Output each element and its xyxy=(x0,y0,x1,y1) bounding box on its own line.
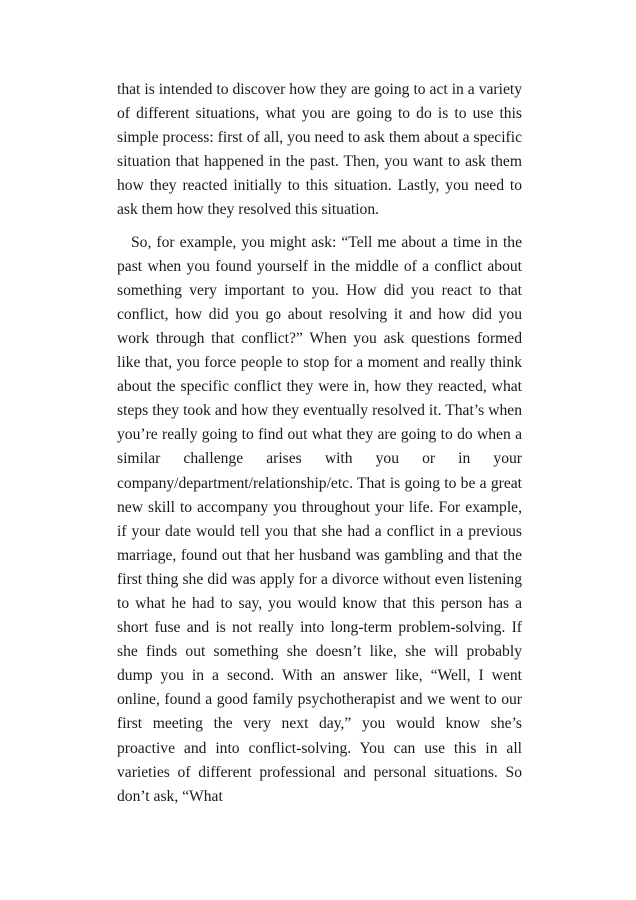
paragraph-1: that is intended to discover how they are going to act in a variety of different situations, what you are going to do is to use this simple process: first of all, you need to ask them about a specific situation that happened in the past. Then, you want to ask them how they reacted initially to this situation. Lastly, you need to ask them how they resolved this situation. xyxy=(117,81,522,219)
body-text xyxy=(117,78,522,809)
paragraph-2: So, for example, you might ask: “Tell me about a time in the past when you found yourself in the middle of a conflict about something very important to you. How did you react to that conflict, how did you go about resolving it and how did you work through that conflict?” When you ask questions formed like that, you force people to stop for a moment and really think about the specific conflict they were in, how they reacted, what steps they took and how they eventually resolved it. That’s when you’re really going to find out what they are going to do when a similar challenge arises with you or in your company/department/relationship/etc. That is going to be a great new skill to accompany you throughout your life. For example, if your date would tell you that she had a conflict in a previous marriage, found out that her husband was gambling and that the first thing she did was apply for a divorce without even listening to what he had to say, you would know that this person has a short fuse and is not really into long-term problem-solving. If she finds out something she doesn’t like, she will probably dump you in a second. With an answer like, “Well, I went online, found a good family psychotherapist and we went to our first meeting the very next day,” you would know she’s proactive and into conflict-solving. You can use this in all varieties of different professional and personal situations. So don’t ask, “What xyxy=(117,233,522,805)
